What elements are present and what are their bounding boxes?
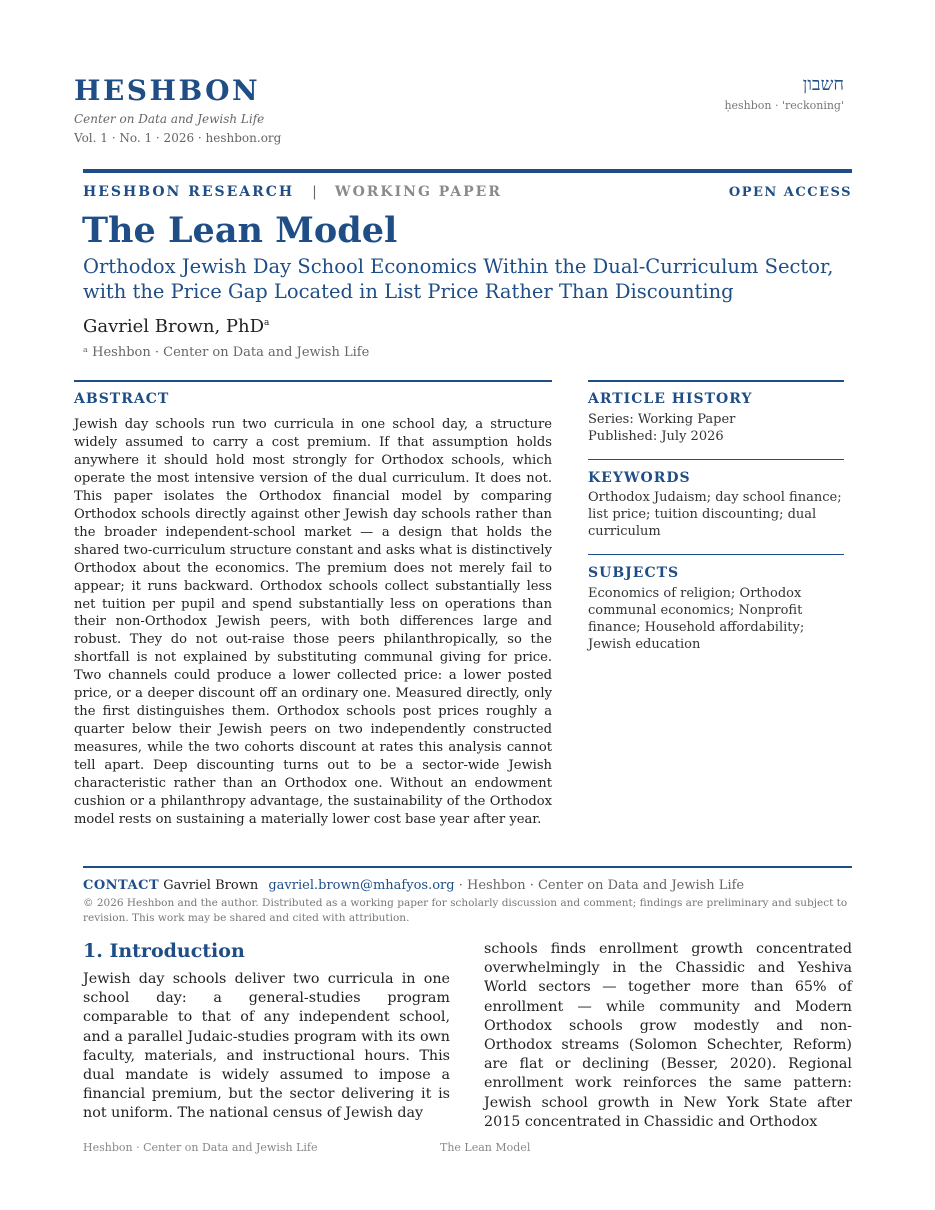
journal-volume: Vol. 1 · No. 1 · 2026 · heshbon.org: [74, 131, 282, 145]
keywords-rule: [588, 459, 844, 460]
abstract-rule: [74, 380, 552, 382]
subjects-list: Economics of religion; Orthodox communal economics; Nonprofit finance; Household affordability; Jewish education: [588, 586, 805, 652]
history-rule: [588, 380, 844, 382]
journal-subtitle: Center on Data and Jewish Life: [74, 112, 265, 126]
affiliation: ᵃ Heshbon · Center on Data and Jewish Life: [83, 345, 370, 360]
subjects-rule: [588, 554, 844, 555]
paper-subtitle: Orthodox Jewish Day School Economics Within the Dual-Curriculum Sector, with the Price Gap Located in List Price Rather Than Discounting: [83, 255, 834, 303]
paper-title: The Lean Model: [82, 210, 398, 251]
contact-rule: [83, 866, 852, 868]
abstract-heading: ABSTRACT: [74, 391, 170, 407]
abstract-text: Jewish day schools run two curricula in one school day, a structure widely assumed to carry a cost premium. If that assumption holds anywhere it should hold most strongly for Orthodox schools, which operate the most intensive version of the dual curriculum. It does not. This paper isolates the Orthodox financial model by comparing Orthodox schools directly against other Jewish day schools rather than the broader independent-school market — a design that holds the shared two-curriculum structure constant and asks what is distinctively Orthodox about the economics. The premium does not merely fail to appear; it runs backward. Orthodox schools collect substantially less net tuition per pupil and spend substantially less on operations than their non-Orthodox Jewish peers, with both differences large and robust. They do not out-raise those peers philanthropically, so the shortfall is not explained by substituting communal giving for price. Two channels could produce a lower collected price: a lower posted price, or a deeper discount off an ordinary one. Measured directly, only the first distinguishes them. Orthodox schools post prices roughly a quarter below their Jewish peers on two independently constructed measures, while the two cohorts discount at rates this analysis cannot tell apart. Deep discounting turns out to be a sector-wide Jewish characteristic rather than an Orthodox one. Without an endowment cushion or a philanthropy advantage, the sustainability of the Orthodox model rests on sustaining a materially lower cost base year after year.: [74, 417, 552, 827]
open-access-badge: OPEN ACCESS: [728, 185, 852, 200]
copyright-notice: © 2026 Heshbon and the author. Distributed as a working paper for scholarly discussion and comment; findings are preliminary and subject to revision. This work may be shared and cited with attribution.: [83, 897, 848, 924]
running-footer-left: Heshbon · Center on Data and Jewish Life: [83, 1141, 318, 1154]
kicker-separator: |: [312, 184, 317, 200]
contact-label: CONTACT: [83, 878, 160, 893]
author-affil-mark: a: [264, 318, 270, 328]
keywords-heading: KEYWORDS: [588, 470, 691, 486]
header-rule: [83, 169, 852, 173]
author-line: [83, 316, 269, 337]
author-name: Gavriel Brown, PhD: [83, 316, 265, 337]
contact-org: · Heshbon · Center on Data and Jewish Life: [458, 878, 745, 893]
contact-email-link[interactable]: gavriel.brown@mhafyos.org: [268, 878, 455, 893]
series-kicker: [83, 184, 502, 200]
history-series: Series: Working Paper: [588, 412, 736, 427]
history-published: Published: July 2026: [588, 429, 724, 444]
history-heading: ARTICLE HISTORY: [588, 391, 753, 407]
paper-type: WORKING PAPER: [334, 184, 502, 200]
journal-brand: HESHBON: [74, 74, 261, 107]
contact-line: [83, 878, 744, 893]
hebrew-wordmark: חשבון: [802, 74, 844, 95]
contact-name: Gavriel Brown: [163, 878, 259, 893]
section-heading: 1. Introduction: [83, 940, 245, 962]
hebrew-gloss: ḥeshbon · 'reckoning': [724, 99, 844, 112]
series-label: HESHBON RESEARCH: [83, 184, 295, 200]
body-column-right: schools finds enrollment growth concentrated overwhelmingly in the Chassidic and Yeshiva World sectors — together more than 65% of enrollment — while community and Modern Orthodox schools grow modestly and non-Orthodox streams (Solomon Schechter, Reform) are flat or declining (Besser, 2020). Regional enrollment work reinforces the same pattern: Jewish school growth in New York State after 2015 concentrated in Chassidic and Orthodox: [484, 941, 852, 1130]
running-footer-title: The Lean Model: [440, 1141, 531, 1154]
subjects-heading: SUBJECTS: [588, 565, 680, 581]
keywords-list: Orthodox Judaism; day school finance; list price; tuition discounting; dual curriculum: [588, 490, 842, 539]
body-column-left: Jewish day schools deliver two curricula in one school day: a general-studies program comparable to that of any independent school, and a parallel Judaic-studies program with its own faculty, materials, and instructional hours. This dual mandate is widely assumed to impose a financial premium, but the sector delivering it is not uniform. The national census of Jewish day: [83, 971, 450, 1122]
